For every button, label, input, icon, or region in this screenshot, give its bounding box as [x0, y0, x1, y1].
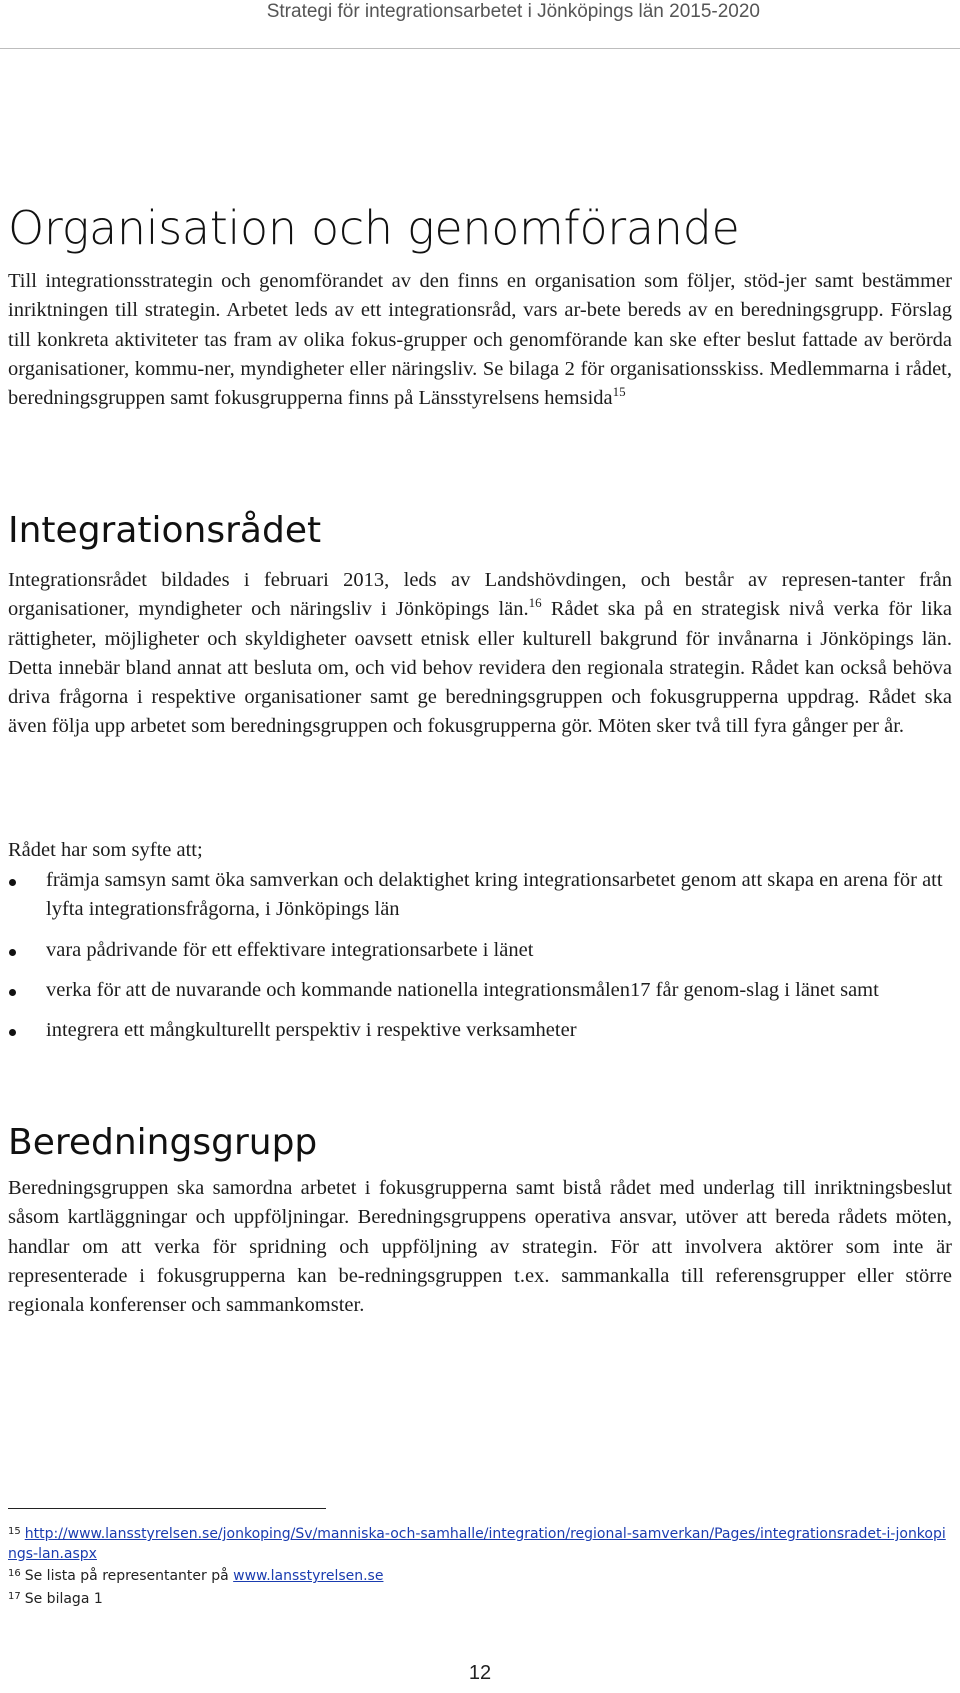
purpose-intro: Rådet har som syfte att; [8, 839, 203, 861]
purpose-list [8, 866, 952, 1056]
list-item [8, 936, 952, 965]
footnote-divider [8, 1508, 326, 1509]
footnote-text: Se lista på representanter på [24, 1568, 234, 1584]
bullet-icon [9, 949, 16, 956]
footnote-link[interactable]: www.lansstyrelsen.se [233, 1568, 384, 1584]
footnote-number: 15 [8, 1526, 21, 1537]
intro-text-part1: Till integrationsstrategin och genomförandet av den finns en organisation som följer, stöd-jer samt bestämmer inriktningen till strategin. Arbetet leds av ett integrationsråd, vars ar-bete bereds av en beredningsgrupp. [8, 270, 952, 322]
list-item-text: vara pådrivande för ett effektivare integrationsarbete i länet [46, 938, 534, 961]
bullet-icon [9, 989, 16, 996]
list-item [8, 1016, 952, 1045]
list-item-text: verka för att de nuvarande och kommande nationella integrationsmålen17 får genom-slag i länet samt [46, 978, 879, 1001]
list-item [8, 976, 952, 1005]
heading-beredningsgrupp: Beredningsgrupp [8, 1122, 318, 1163]
footnote-16 [8, 1564, 948, 1587]
heading-organisation: Organisation och genomförande [8, 201, 740, 255]
council-text-part2: Rådet ska på en strategisk nivå verka för lika rättigheter, möjligheter och skyldigheter oavsett etnisk eller kulturell bakgrund för invånarna i Jönköpings län. Detta innebär bland annat att besluta om, och vid behov revidera den regionala strategin. Rådet kan också behöva driva frågorna i respektive organisationer samt ge beredningsgruppen och fokusgrupperna uppdrag. Rådet ska även följa upp arbetet som beredningsgruppen och fokusgrupperna gör. Möten sker två till fyra gånger per år. [8, 598, 952, 738]
list-item-text: främja samsyn samt öka samverkan och delaktighet kring integrationsarbetet genom att skapa en arena för att lyfta integrationsfrågorna, i Jönköpings län [46, 869, 943, 921]
intro-paragraph [8, 267, 952, 413]
footnote-link[interactable]: http://www.lansstyrelsen.se/jonkoping/Sv/manniska-och-samhalle/integration/regional-samverkan/Pages/integrationsradet-i-jonkopings-lan.aspx [8, 1526, 946, 1562]
footnote-17 [8, 1587, 948, 1610]
heading-integrationsradet: Integrationsrådet [8, 510, 322, 551]
intro-text-part2: Förslag till konkreta aktiviteter tas fram av olika fokus-grupper och genomförande kan ske efter beslut fattade av berörda organisationer, kommu-ner, myndigheter eller näringsliv. Se bilaga 2 för organisationsskiss. Medlemmarna i rådet, beredningsgruppen samt fokusgrupperna finns på Länsstyrelsens hemsida [8, 299, 953, 410]
list-item [8, 866, 952, 925]
footnotes [8, 1522, 948, 1609]
footnote-number: 16 [8, 1568, 21, 1579]
running-header [0, 0, 960, 49]
council-paragraph [8, 566, 952, 742]
bullet-icon [9, 879, 16, 886]
bullet-icon [9, 1029, 16, 1036]
footnote-number: 17 [8, 1590, 21, 1602]
group-paragraph: Beredningsgruppen ska samordna arbetet i fokusgrupperna samt bistå rådet med underlag till inriktningsbeslut såsom kartläggningar och uppföljningar. Beredningsgruppens operativa ansvar, utöver att bereda rådets möten, handlar om att verka för spridning och uppföljning av strategin. För att involvera aktörer som inte är representerade i fokusgrupperna kan be-redningsgruppen t.ex. sammankalla till referensgrupper eller större regionala konferenser och sammankomster. [8, 1177, 952, 1317]
footnote-ref-16[interactable]: 16 [528, 595, 542, 611]
council-text-part1: Integrationsrådet bildades i februari 2013, leds av Landshövdingen, och består av represen-tanter från organisationer, myndigheter och näringsliv i Jönköpings län. [8, 569, 952, 621]
running-header-title: Strategi för integrationsarbetet i Jönköpings län 2015-2020 [266, 1, 760, 22]
footnote-ref-15[interactable]: 15 [612, 384, 626, 400]
list-item-text: integrera ett mångkulturellt perspektiv i respektive verksamheter [46, 1019, 577, 1042]
page-number [0, 1662, 960, 1685]
footnote-text: Se bilaga 1 [24, 1590, 103, 1607]
page-number-text: 12 [468, 1662, 492, 1684]
footnote-15 [8, 1522, 948, 1564]
